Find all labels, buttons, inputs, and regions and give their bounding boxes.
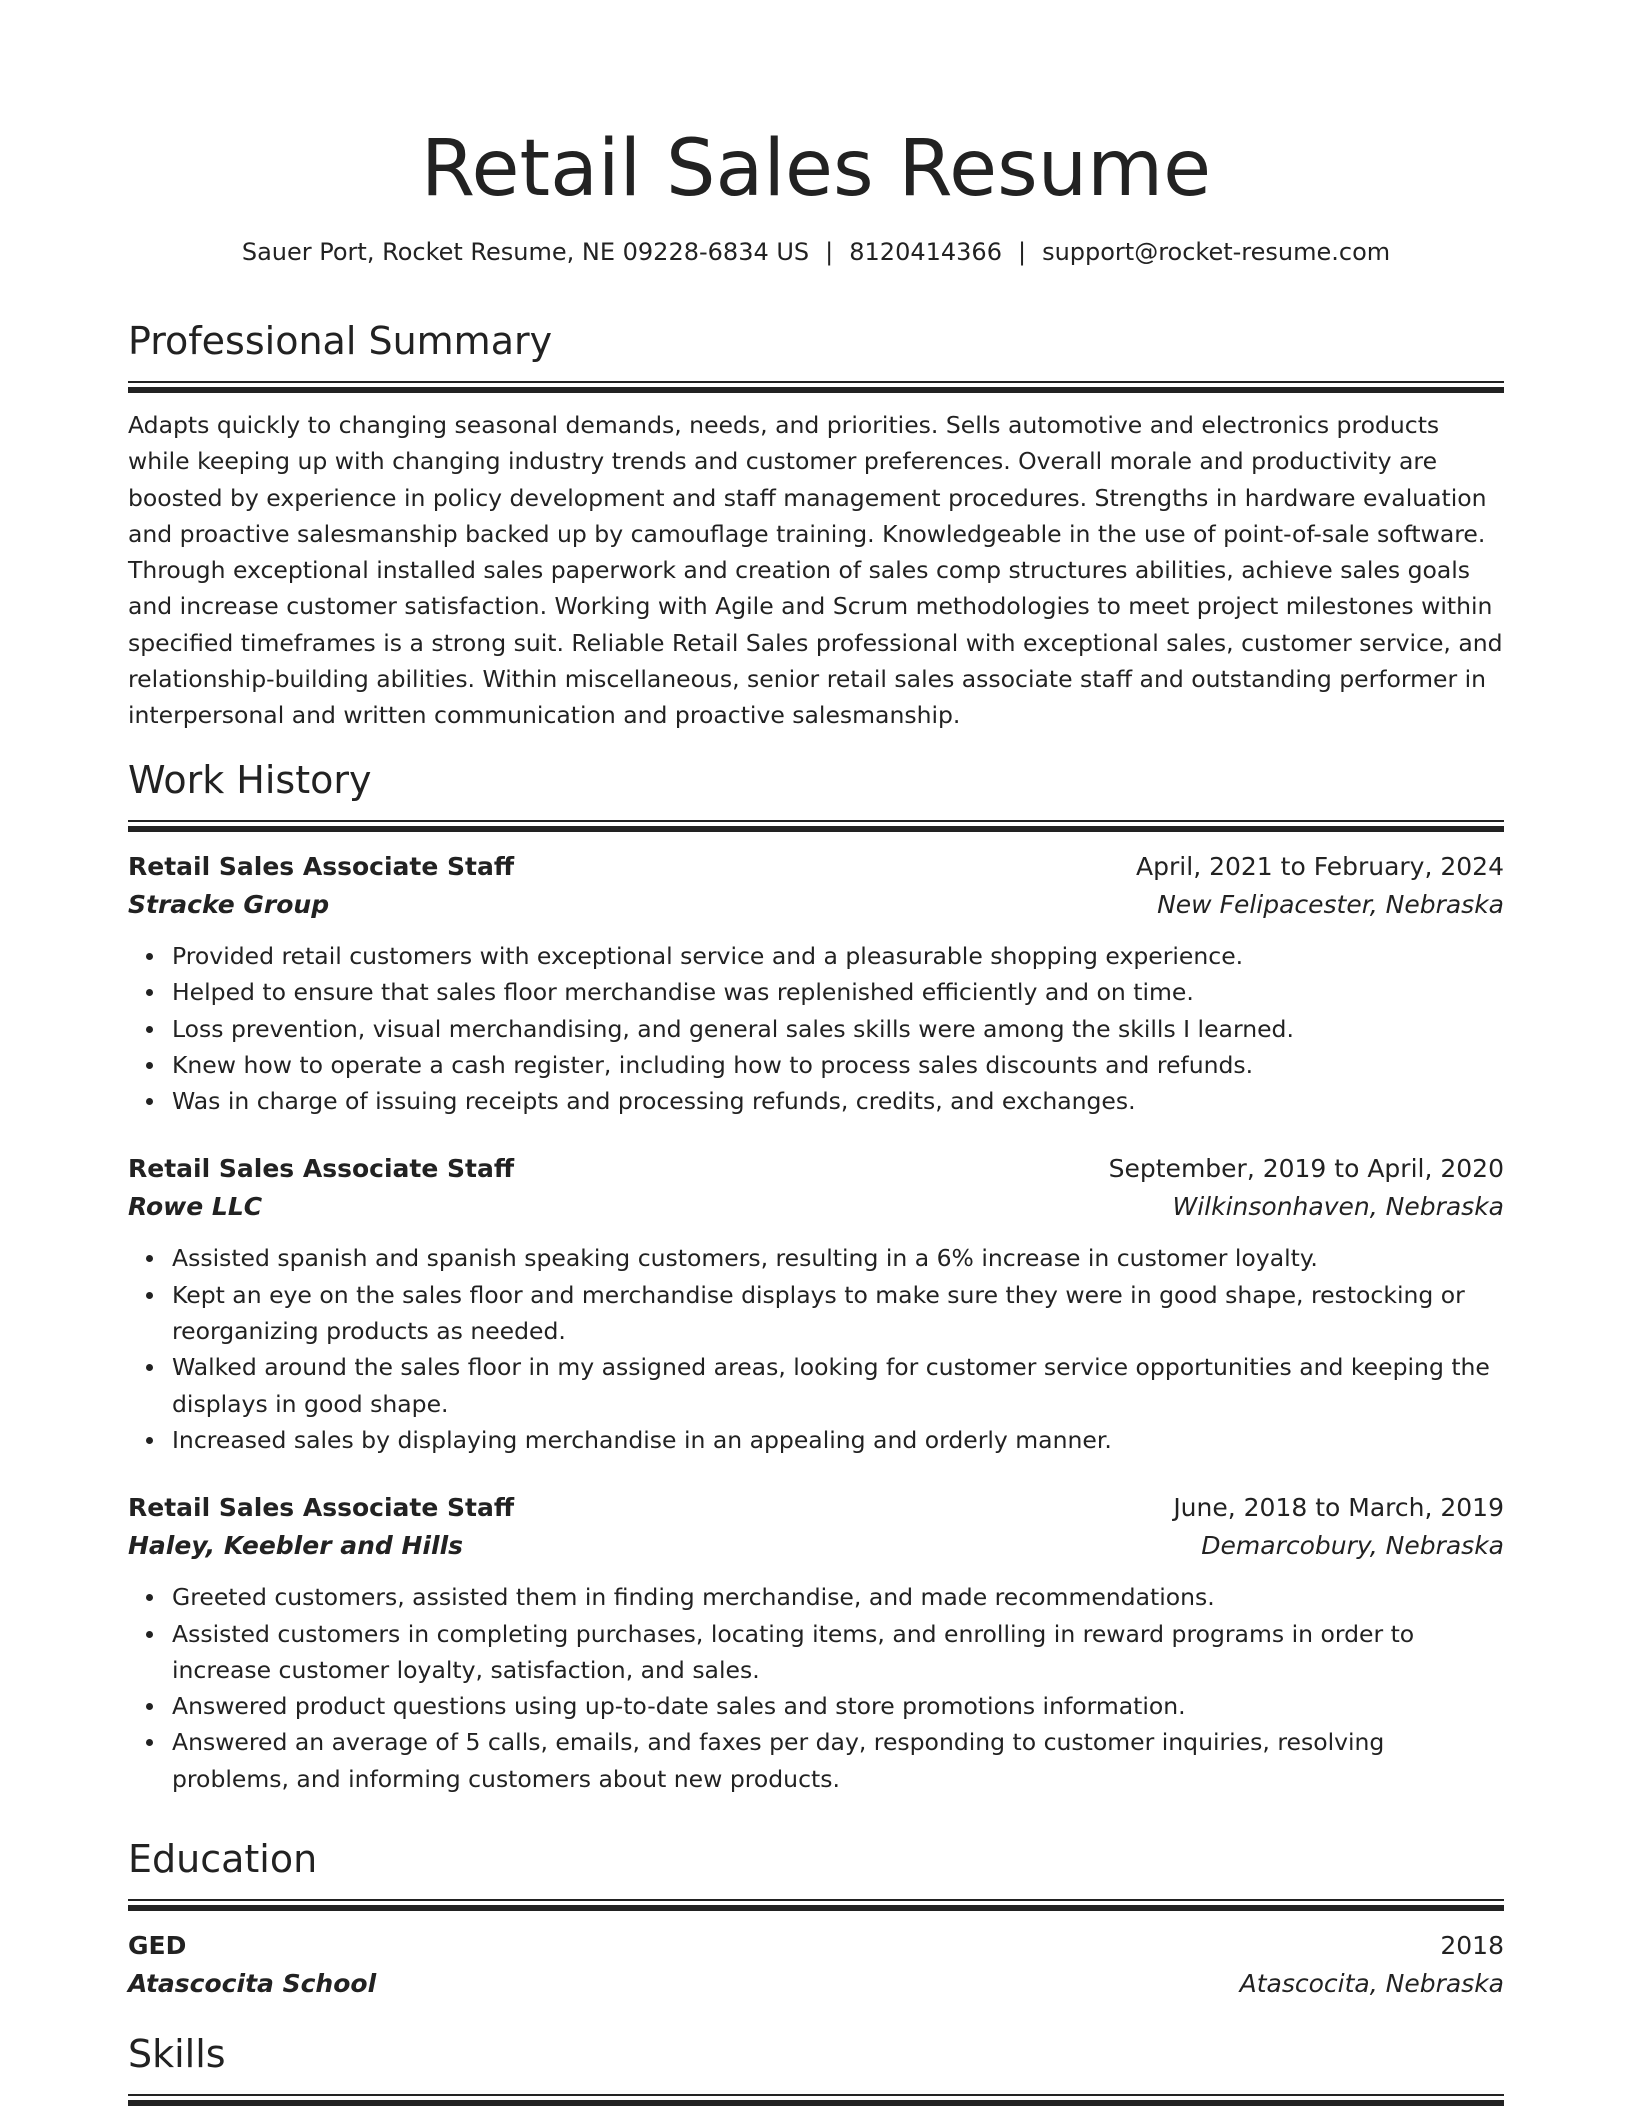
job-subheader-row	[128, 1527, 1504, 1565]
job-title: Retail Sales Associate Staff	[128, 1154, 515, 1184]
section-title-skills: Skills	[128, 2032, 226, 2076]
resume-title: Retail Sales Resume	[420, 124, 1212, 214]
summary-text: Adapts quickly to changing seasonal demands, needs, and priorities. Sells automotive and electronics products while keeping up with changing industry trends and customer preferences. Overall morale and productivity are boosted by experience in policy development and staff management procedures. Strengths in hardware evaluation and proactive salesmanship backed up by camouflage training. Knowledgeable in the use of point-of-sale software. Through exceptional installed sales paperwork and creation of sales comp structures abilities, achieve sales goals and increase customer satisfaction. Working with Agile and Scrum methodologies to meet project milestones within specified timeframes is a strong suit. Reliable Retail Sales professional with exceptional sales, customer service, and relationship-building abilities. Within miscellaneous, senior retail sales associate staff and outstanding performer in interpersonal and written communication and proactive salesmanship.	[128, 411, 1503, 730]
education-year: 2018	[1440, 1931, 1504, 1960]
job-company: Rowe LLC	[128, 1192, 263, 1222]
section-divider	[128, 820, 1504, 832]
section-title-education: Education	[128, 1837, 318, 1881]
job-bullets	[128, 1240, 1504, 1458]
job-title: Retail Sales Associate Staff	[128, 1493, 515, 1523]
job-location: Demarcobury, Nebraska	[1201, 1531, 1504, 1561]
education-header-row	[128, 1927, 1504, 1965]
contact-line	[128, 236, 1504, 268]
job-bullet: Answered product questions using up-to-date sales and store promotions information.	[172, 1688, 1504, 1724]
job-bullet: Walked around the sales floor in my assigned areas, looking for customer service opportunities and keeping the displays in good shape.	[172, 1349, 1504, 1422]
job-subheader-row	[128, 886, 1504, 924]
job-bullets	[128, 1579, 1504, 1797]
job-bullet: Kept an eye on the sales floor and merchandise displays to make sure they were in good shape, restocking or reorganizing products as needed.	[172, 1277, 1504, 1350]
section-divider	[128, 381, 1504, 393]
contact-separator: |	[1017, 238, 1027, 266]
job-bullet: Assisted spanish and spanish speaking customers, resulting in a 6% increase in customer loyalty.	[172, 1240, 1504, 1276]
job-header-row	[128, 1150, 1504, 1188]
job-bullet: Knew how to operate a cash register, including how to process sales discounts and refunds.	[172, 1047, 1504, 1083]
education-entry	[128, 1927, 1504, 2003]
job-subheader-row	[128, 1188, 1504, 1226]
section-title-work-history: Work History	[128, 758, 372, 802]
job-bullet: Provided retail customers with exceptional service and a pleasurable shopping experience.	[172, 938, 1504, 974]
section-divider	[128, 2094, 1504, 2106]
contact-address: Sauer Port, Rocket Resume, NE 09228-6834 US	[241, 238, 810, 266]
job-dates: September, 2019 to April, 2020	[1108, 1154, 1504, 1184]
contact-email: support@rocket-resume.com	[1042, 238, 1391, 266]
job-company: Stracke Group	[128, 890, 330, 919]
job-bullet: Increased sales by displaying merchandise in an appealing and orderly manner.	[172, 1422, 1504, 1458]
job-header-row	[128, 848, 1504, 886]
job-header-row	[128, 1489, 1504, 1527]
job-bullet: Answered an average of 5 calls, emails, and faxes per day, responding to customer inquiries, resolving problems, and informing customers about new products.	[172, 1724, 1504, 1797]
education-location: Atascocita, Nebraska	[1239, 1969, 1504, 1998]
resume-page	[128, 0, 1504, 2112]
job-entry	[128, 1489, 1504, 1797]
job-bullet: Loss prevention, visual merchandising, and general sales skills were among the skills I learned.	[172, 1011, 1504, 1047]
job-bullets	[128, 938, 1504, 1119]
section-title-summary: Professional Summary	[128, 319, 553, 363]
job-bullet: Assisted customers in completing purchases, locating items, and enrolling in reward programs in order to increase customer loyalty, satisfaction, and sales.	[172, 1616, 1504, 1689]
job-entry	[128, 1150, 1504, 1458]
education-section	[128, 1835, 1504, 2003]
job-bullet: Helped to ensure that sales floor merchandise was replenished efficiently and on time.	[172, 974, 1504, 1010]
contact-phone: 8120414366	[849, 238, 1002, 266]
job-entry	[128, 848, 1504, 1119]
education-subheader-row	[128, 1965, 1504, 2003]
job-location: Wilkinsonhaven, Nebraska	[1172, 1192, 1504, 1222]
job-location: New Felipacester, Nebraska	[1157, 890, 1504, 919]
education-school: Atascocita School	[128, 1969, 377, 1998]
job-company: Haley, Keebler and Hills	[128, 1531, 464, 1561]
skills-section	[128, 2030, 1504, 2106]
section-divider	[128, 1899, 1504, 1911]
contact-separator: |	[825, 238, 834, 266]
job-bullet: Greeted customers, assisted them in finding merchandise, and made recommendations.	[172, 1579, 1504, 1615]
job-bullet: Was in charge of issuing receipts and processing refunds, credits, and exchanges.	[172, 1083, 1504, 1119]
summary-section	[128, 317, 1504, 734]
job-title: Retail Sales Associate Staff	[128, 852, 515, 881]
job-dates: June, 2018 to March, 2019	[1173, 1493, 1504, 1523]
work-history-section	[128, 756, 1504, 1797]
job-dates: April, 2021 to February, 2024	[1136, 852, 1504, 881]
education-degree: GED	[128, 1931, 187, 1960]
